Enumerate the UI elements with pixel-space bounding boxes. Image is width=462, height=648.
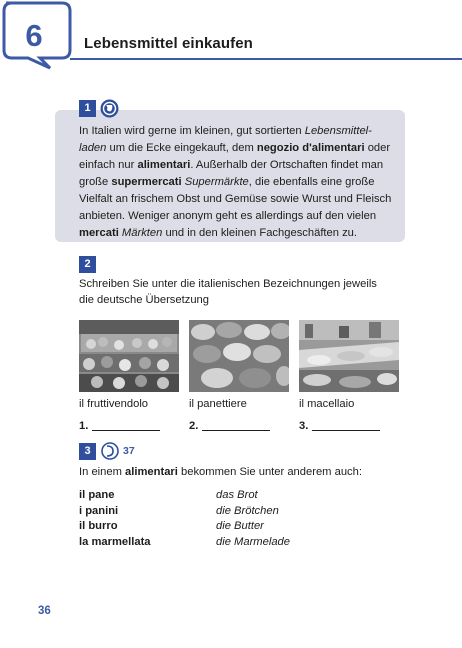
info-line: einfach nur alimentari. Außerhalb der Ortschaften findet man [79,159,384,171]
info-line: mercati Märkten und in den kleinen Fachgeschäften zu. [79,227,358,239]
section-1-number: 1 [79,100,96,117]
bakery-photo [189,320,289,392]
info-line: anbieten. Weniger anonym geht es allerdings auf den vielen [79,210,377,222]
label-panettiere: il panettiere [189,398,247,410]
answer-number: 3. [299,420,309,432]
vocab-german: das Brot [216,489,258,501]
section-3-intro: In einem alimentari bekommen Sie unter anderem auch: [79,466,362,478]
title-rule [70,58,462,60]
label-fruttivendolo: il fruttivendolo [79,398,149,410]
vocab-italian-list [79,488,151,550]
info-paragraph [79,123,399,242]
chapter-number: 6 [25,18,43,53]
answer-number: 1. [79,420,89,432]
audio-track-icon[interactable] [101,442,119,460]
section-3-number: 3 [79,443,96,460]
info-line: laden um die Ecke eingekauft, dem negozio d'alimentari oder [79,142,391,154]
audio-track-number: 37 [123,445,135,457]
vocab-german: die Brötchen [216,504,279,517]
butcher-photo [299,320,399,392]
chapter-title: Lebensmittel einkaufen [84,35,253,52]
answer-number: 2. [189,420,199,432]
fruit-stand-photo [79,320,179,392]
instruction-line: die deutsche Übersetzung [79,293,209,306]
vocab-german-list [216,488,290,550]
answer-line-3[interactable] [299,420,380,432]
section-2-instruction [79,277,409,308]
info-line: Vielfalt an frischem Obst und Gemüse sowie Wurst und Fleisch [79,193,392,205]
section-2-number: 2 [79,256,96,273]
vocab-italian: la marmellata [79,535,151,548]
page-number: 36 [38,605,51,617]
answer-line-1[interactable] [79,420,160,432]
globe-icon [100,99,119,118]
instruction-line: Schreiben Sie unter die italienischen Bezeichnungen jeweils [79,278,377,290]
answer-blank[interactable] [202,420,270,431]
label-macellaio: il macellaio [299,398,355,410]
vocab-italian: il pane [79,489,115,501]
vocab-italian: il burro [79,520,118,532]
answer-line-2[interactable] [189,420,270,432]
info-line: In Italien wird gerne im kleinen, gut sortierten Lebensmittel- [79,125,372,137]
answer-blank[interactable] [92,420,160,431]
answer-blank[interactable] [312,420,380,431]
vocab-italian: i panini [79,504,119,517]
vocab-german: die Butter [216,520,264,532]
vocab-german: die Marmelade [216,535,290,548]
info-line: große supermercati Supermärkte, die ebenfalls eine große [79,176,375,188]
